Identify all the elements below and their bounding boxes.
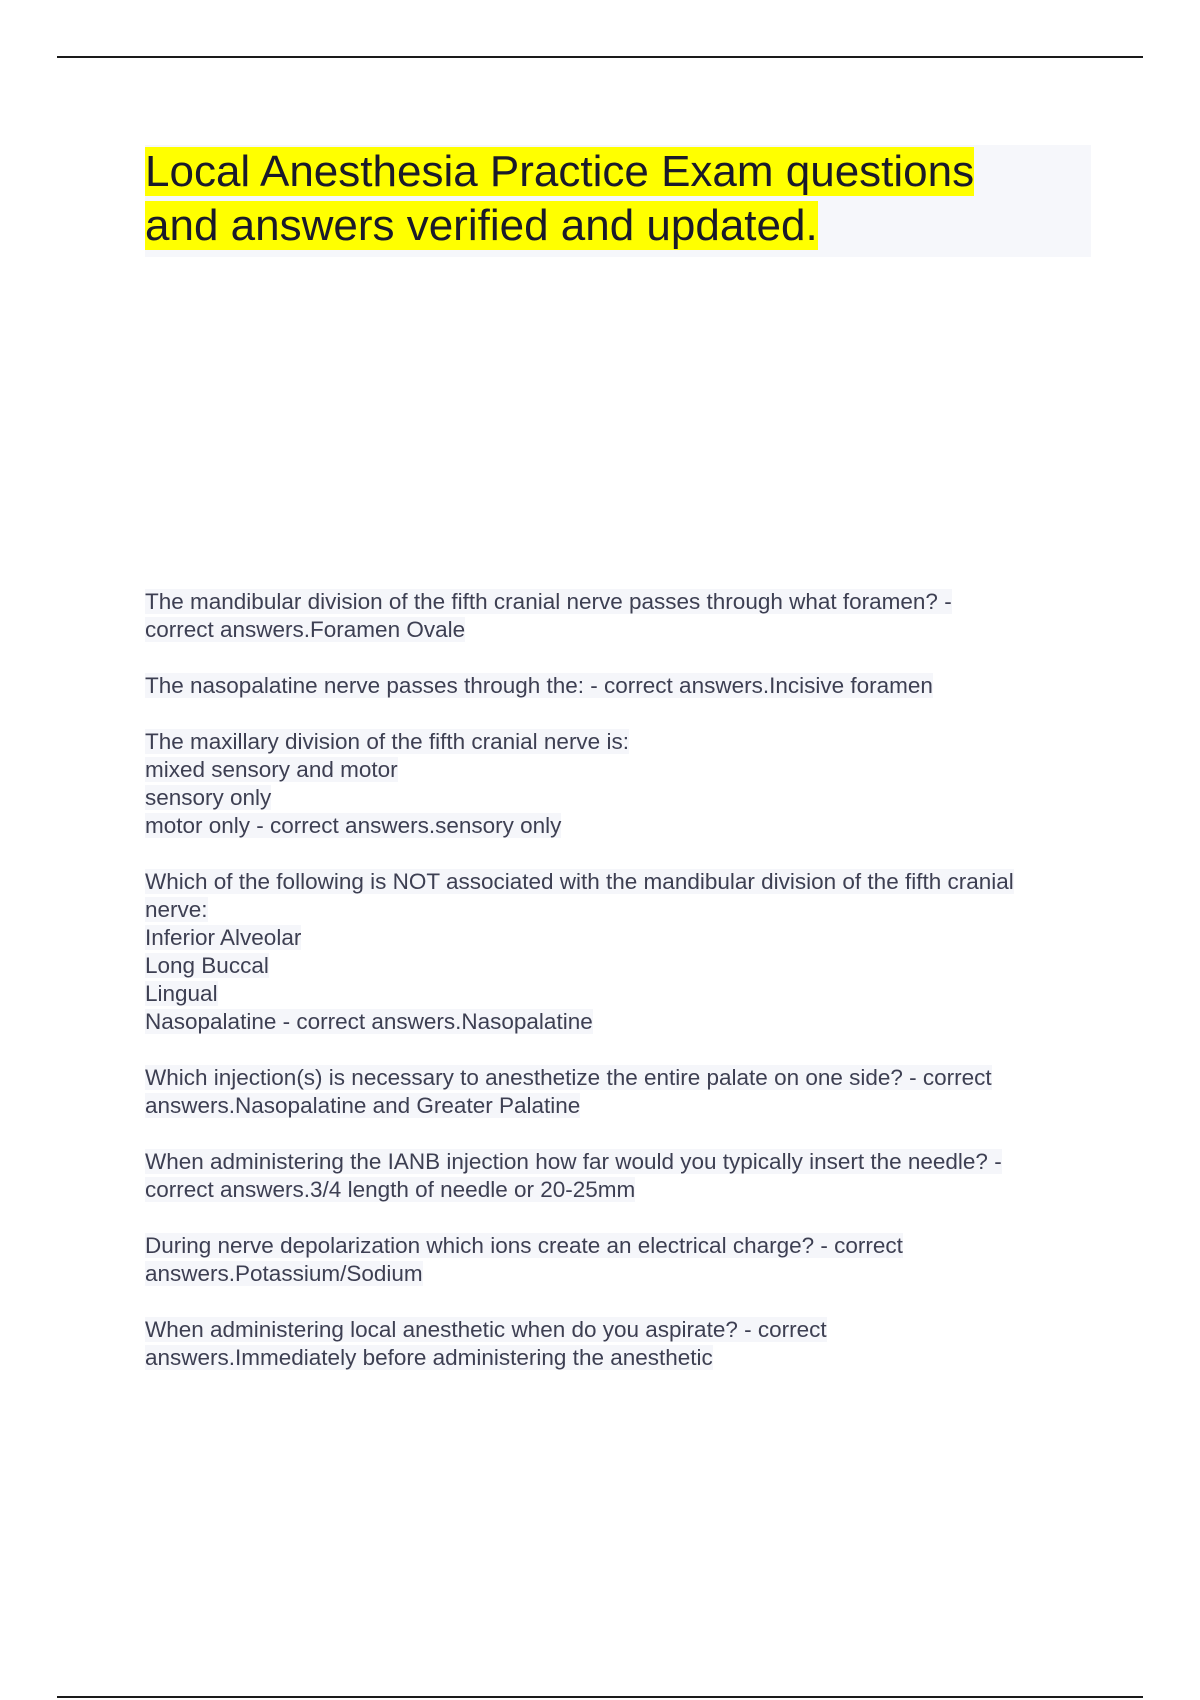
title-line: Local Anesthesia Practice Exam questions [145, 147, 975, 196]
qa-line: Which injection(s) is necessary to anesthetize the entire palate on one side? - correct [145, 1065, 992, 1090]
qa-item [145, 728, 1085, 840]
qa-item [145, 1064, 1085, 1120]
qa-line: When administering local anesthetic when do you aspirate? - correct [145, 1317, 827, 1342]
qa-item [145, 868, 1085, 1036]
qa-item [145, 1148, 1085, 1204]
qa-line: When administering the IANB injection how far would you typically insert the needle? - [145, 1149, 1002, 1174]
title-line: and answers verified and updated. [145, 201, 818, 250]
qa-line: correct answers.Foramen Ovale [145, 617, 466, 642]
qa-item [145, 588, 1085, 644]
bottom-rule [57, 1696, 1143, 1698]
qa-line: Nasopalatine - correct answers.Nasopalatine [145, 1009, 593, 1034]
qa-line: Long Buccal [145, 953, 269, 978]
qa-line: answers.Nasopalatine and Greater Palatine [145, 1093, 581, 1118]
qa-line: The maxillary division of the fifth cranial nerve is: [145, 729, 629, 754]
document-title [145, 145, 1091, 253]
qa-line: The nasopalatine nerve passes through the: - correct answers.Incisive foramen [145, 673, 933, 698]
qa-line: nerve: [145, 897, 208, 922]
qa-line: During nerve depolarization which ions create an electrical charge? - correct [145, 1233, 903, 1258]
qa-line: The mandibular division of the fifth cranial nerve passes through what foramen? - [145, 589, 952, 614]
qa-line: Which of the following is NOT associated with the mandibular division of the fifth cranial [145, 869, 1014, 894]
qa-line: motor only - correct answers.sensory only [145, 813, 562, 838]
qa-item [145, 1316, 1085, 1372]
top-rule [57, 56, 1143, 58]
qa-line: Lingual [145, 981, 218, 1006]
qa-item [145, 672, 1085, 700]
qa-line: correct answers.3/4 length of needle or 20-25mm [145, 1177, 636, 1202]
qa-line: Inferior Alveolar [145, 925, 302, 950]
qa-list [145, 588, 1085, 1400]
qa-line: answers.Immediately before administering the anesthetic [145, 1345, 713, 1370]
qa-line: mixed sensory and motor [145, 757, 398, 782]
qa-line: answers.Potassium/Sodium [145, 1261, 423, 1286]
qa-item [145, 1232, 1085, 1288]
qa-line: sensory only [145, 785, 272, 810]
